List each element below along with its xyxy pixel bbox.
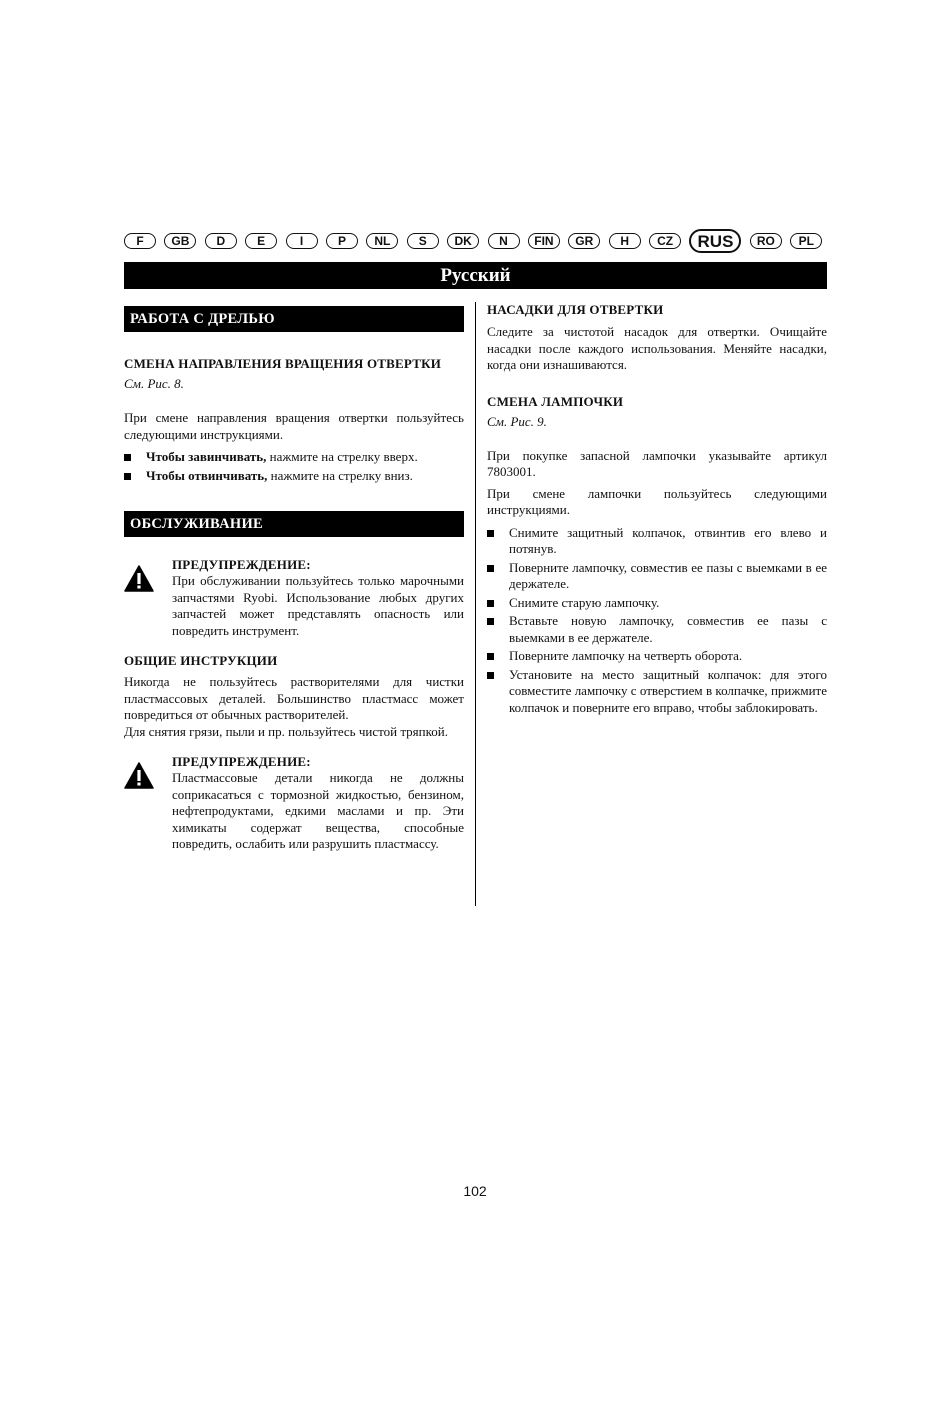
bullet-text: Поверните лампочку на четверть оборота.: [509, 648, 743, 663]
paragraph-rotation-intro: При смене направления вращения отвертки пользуйтесь следующими инструкциями.: [124, 410, 464, 442]
subheading-screwdriver-bits: НАСАДКИ ДЛЯ ОТВЕРТКИ: [487, 302, 664, 317]
warning-title: ПРЕДУПРЕЖДЕНИЕ:: [172, 754, 311, 769]
bullet-text: Снимите защитный колпачок, отвинтив его влево и потянув.: [509, 524, 827, 556]
square-bullet-icon: [487, 530, 494, 537]
lang-tab-dk: DK: [447, 233, 479, 249]
lang-tab-cz: CZ: [649, 233, 681, 249]
lang-tab-h: H: [609, 233, 641, 249]
list-item: [487, 648, 827, 665]
subheading-bulb-replacement: СМЕНА ЛАМПОЧКИ: [487, 393, 624, 409]
section-title-drill-work: РАБОТА С ДРЕЛЬЮ: [124, 306, 464, 332]
list-item: [124, 449, 464, 466]
square-bullet-icon: [124, 473, 131, 480]
square-bullet-icon: [487, 672, 494, 679]
subheading-rotation-direction: СМЕНА НАПРАВЛЕНИЯ ВРАЩЕНИЯ ОТВЕРТКИ: [124, 356, 442, 371]
warning-triangle-icon: [124, 754, 172, 853]
lang-tab-d: D: [205, 233, 237, 249]
subheading-general-instructions: ОБЩИЕ ИНСТРУКЦИИ: [124, 653, 278, 668]
lang-tab-e: E: [245, 233, 277, 249]
list-item: [487, 560, 827, 593]
paragraph-bits: Следите за чистотой насадок для отвертки. Очищайте насадки после каждого использования. Меняйте насадки, когда они изнашиваются.: [487, 324, 827, 372]
list-item: [124, 468, 464, 485]
bullet-bold-text: Чтобы отвинчивать,: [146, 467, 268, 483]
figure-reference: См. Рис. 9.: [487, 413, 547, 429]
lang-tab-p: P: [326, 233, 358, 249]
paragraph-bulb-intro: При смене лампочки пользуйтесь следующими инструкциями.: [487, 485, 827, 517]
section-title-maintenance: ОБСЛУЖИВАНИЕ: [124, 511, 464, 537]
bullet-text: Снимите старую лампочку.: [509, 594, 660, 610]
page-number: 102: [463, 1183, 487, 1199]
paragraph-solvents: Никогда не пользуйтесь растворителями для чистки пластмассовых деталей. Большинство пластмасс может повредиться от обычных растворителей.: [124, 674, 464, 722]
square-bullet-icon: [487, 653, 494, 660]
list-item: [487, 667, 827, 717]
bullet-text: Установите на место защитный колпачок: для этого совместите лампочку с отверстием в колпачке, прижмите колпачок и поверните его вправо, чтобы заблокировать.: [509, 666, 827, 715]
lang-tab-gb: GB: [164, 233, 196, 249]
bullet-text: нажмите на стрелку вверх.: [266, 449, 418, 464]
lang-tab-gr: GR: [568, 233, 600, 249]
square-bullet-icon: [487, 600, 494, 607]
bullet-text: Поверните лампочку, совместив ее пазы с выемками в ее держателе.: [509, 559, 827, 591]
bullet-text: Вставьте новую лампочку, совместив ее пазы с выемками в ее держателе.: [509, 613, 827, 645]
lang-tab-fin: FIN: [528, 233, 560, 249]
list-item: [487, 525, 827, 558]
list-item: [487, 613, 827, 646]
right-column: [487, 302, 827, 718]
square-bullet-icon: [124, 454, 131, 461]
bullet-text: нажмите на стрелку вниз.: [267, 467, 413, 483]
paragraph-cleaning-cloth: Для снятия грязи, пыли и пр. пользуйтесь чистой тряпкой.: [124, 723, 448, 739]
bulb-bullet-list: [487, 525, 827, 717]
lang-tab-i: I: [286, 233, 318, 249]
lang-tab-pl: PL: [790, 233, 822, 249]
warning-triangle-icon: [124, 557, 172, 639]
warning-text: При обслуживании пользуйтесь только марочными запчастями Ryobi. Использование любых других запчастей может представлять опасность или повредить инструмент.: [172, 573, 464, 638]
bullet-bold-text: Чтобы завинчивать,: [146, 449, 267, 464]
lang-tab-n: N: [488, 233, 520, 249]
language-banner: Русский: [124, 262, 827, 289]
left-column: [124, 306, 464, 853]
square-bullet-icon: [487, 565, 494, 572]
language-tabs: [124, 230, 828, 252]
rotation-bullet-list: [124, 449, 464, 484]
lang-tab-ro: RO: [750, 233, 782, 249]
warning-title: ПРЕДУПРЕЖДЕНИЕ:: [172, 557, 311, 572]
list-item: [487, 595, 827, 612]
lang-tab-nl: NL: [366, 233, 398, 249]
warning-block: [124, 557, 464, 639]
lang-tab-s: S: [407, 233, 439, 249]
square-bullet-icon: [487, 618, 494, 625]
column-divider: [475, 302, 476, 906]
warning-block: [124, 754, 464, 853]
figure-reference: См. Рис. 8.: [124, 376, 184, 391]
lang-tab-f: F: [124, 233, 156, 249]
lang-tab-rus-active: RUS: [689, 229, 741, 253]
paragraph-bulb-article: При покупке запасной лампочки указывайте артикул 7803001.: [487, 447, 827, 479]
warning-text: Пластмассовые детали никогда не должны соприкасаться с тормозной жидкостью, бензином, нефтепродуктами, едкими маслами и пр. Эти химикаты содержат вещества, способные повредить, ослабить или разрушить пластмассу.: [172, 770, 464, 851]
